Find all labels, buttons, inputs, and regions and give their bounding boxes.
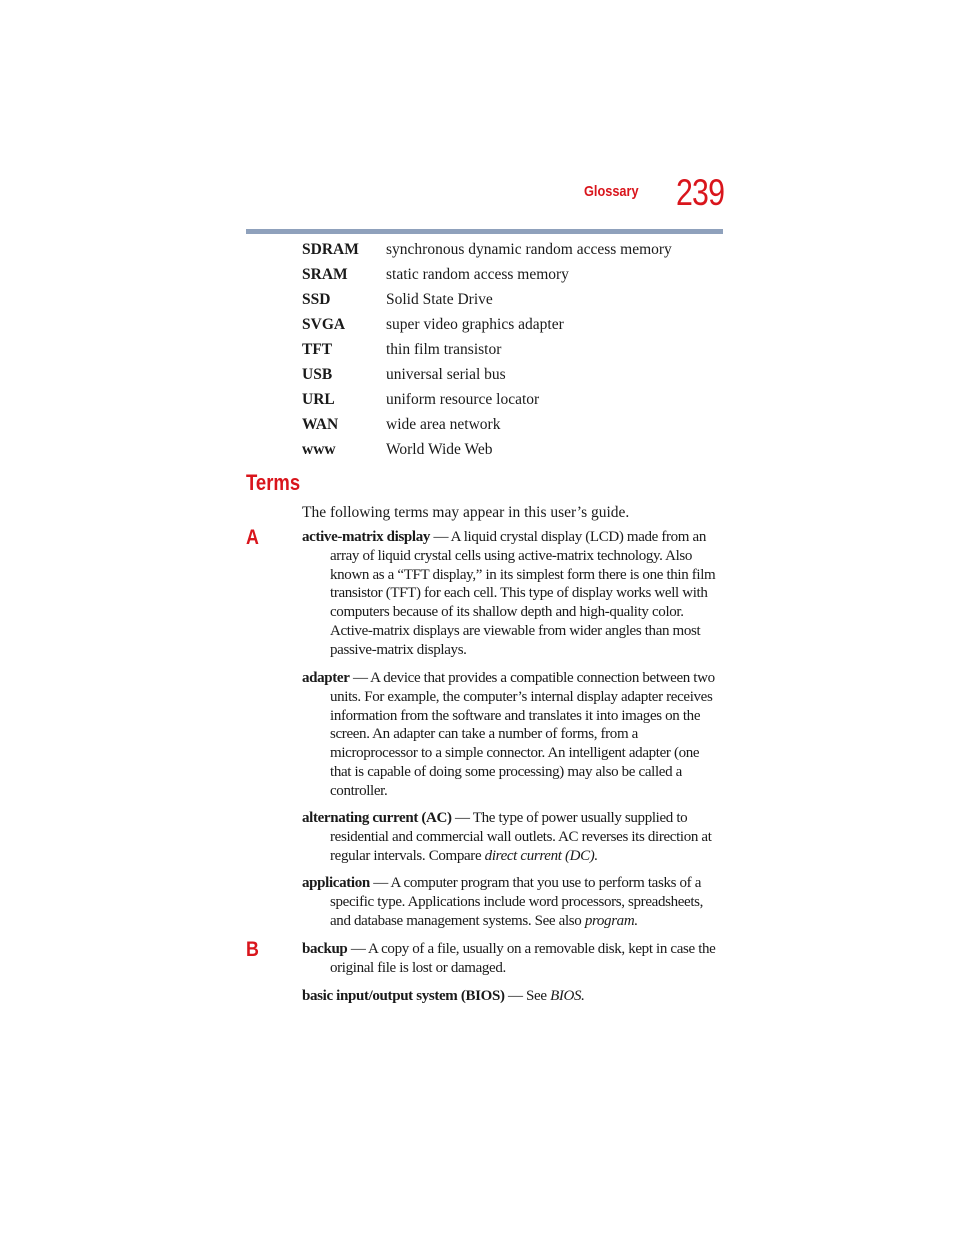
abbreviation-definition: super video graphics adapter xyxy=(386,316,564,333)
abbreviation-row xyxy=(302,365,672,390)
entry-text: passive-matrix displays. xyxy=(330,641,467,658)
entry-text: that is capable of doing some processing) may also be called a xyxy=(330,763,682,780)
entry-text: Active-matrix displays are viewable from wider angles than most xyxy=(330,622,701,639)
abbreviation-term: TFT xyxy=(302,341,333,358)
entry-term: application xyxy=(302,875,370,891)
abbreviation-term: SSD xyxy=(302,291,331,308)
abbreviation-definition: synchronous dynamic random access memory xyxy=(386,241,672,258)
abbreviation-definition: wide area network xyxy=(386,416,501,433)
entry-text: transistor (TFT) for each cell. This type of display works well with xyxy=(330,585,708,602)
entry-text: known as a “TFT display,” in its simplest form there is one thin film xyxy=(330,566,716,583)
abbreviation-definition: World Wide Web xyxy=(386,441,493,458)
abbreviation-row xyxy=(302,340,672,365)
abbreviation-list xyxy=(302,240,672,465)
entry-text: array of liquid crystal cells using active-matrix technology. Also xyxy=(330,547,693,564)
cross-reference: BIOS. xyxy=(550,988,585,1004)
glossary-entry-alternating-current xyxy=(302,809,732,865)
abbreviation-term: SVGA xyxy=(302,316,346,333)
abbreviation-row xyxy=(302,290,672,315)
glossary-entry-active-matrix-display xyxy=(302,528,732,660)
abbreviation-definition: uniform resource locator xyxy=(386,391,540,408)
abbreviation-row xyxy=(302,440,672,465)
abbreviation-row xyxy=(302,390,672,415)
entry-text: — See xyxy=(504,988,551,1004)
entry-text: — A liquid crystal display (LCD) made from an xyxy=(430,529,706,545)
cross-reference: direct current (DC). xyxy=(484,847,598,864)
abbreviation-definition: Solid State Drive xyxy=(386,291,493,308)
glossary-entry-adapter xyxy=(302,669,732,801)
glossary-entry-application xyxy=(302,874,732,930)
abbreviation-term: SDRAM xyxy=(302,241,359,258)
abbreviation-term: WAN xyxy=(302,416,339,433)
entry-text: original file is lost or damaged. xyxy=(330,959,506,976)
entry-text: — A copy of a file, usually on a removable disk, kept in case the xyxy=(347,941,716,957)
entry-text: units. For example, the computer’s internal display adapter receives xyxy=(330,688,713,705)
letter-b-marker: B xyxy=(246,938,259,961)
abbreviation-row xyxy=(302,240,672,265)
abbreviation-definition: universal serial bus xyxy=(386,366,506,383)
entry-term: adapter xyxy=(302,670,350,686)
entry-term: alternating current (AC) xyxy=(302,810,452,826)
entry-text: and database management systems. See also xyxy=(330,912,585,929)
entry-text: computers because of its shallow depth and high-quality color. xyxy=(330,604,684,621)
letter-a-marker: A xyxy=(246,526,259,549)
entry-text: specific type. Applications include word processors, spreadsheets, xyxy=(330,893,704,910)
entry-text: — A device that provides a compatible connection between two xyxy=(349,670,715,686)
entry-text: screen. An adapter can take a number of forms, from a xyxy=(330,726,638,743)
abbreviation-term: www xyxy=(302,441,336,458)
entry-text: regular intervals. Compare xyxy=(330,847,485,864)
running-header-section: Glossary xyxy=(584,183,639,200)
entry-text: controller. xyxy=(330,782,388,799)
abbreviation-term: SRAM xyxy=(302,266,348,283)
glossary-entry-backup xyxy=(302,940,732,978)
entry-term: backup xyxy=(302,941,348,957)
abbreviation-row xyxy=(302,265,672,290)
entry-term: active-matrix display xyxy=(302,529,431,545)
entry-term: basic input/output system (BIOS) xyxy=(302,988,505,1004)
abbreviation-definition: static random access memory xyxy=(386,266,569,283)
terms-intro: The following terms may appear in this user’s guide. xyxy=(302,504,630,521)
entry-text: — The type of power usually supplied to xyxy=(451,810,688,826)
abbreviation-definition: thin film transistor xyxy=(386,341,502,358)
cross-reference: program. xyxy=(584,912,638,929)
entry-text: microprocessor to a simple connector. An intelligent adapter (one xyxy=(330,745,700,762)
header-rule xyxy=(246,229,723,234)
terms-heading: Terms xyxy=(246,470,301,495)
abbreviation-term: USB xyxy=(302,366,333,383)
page-number: 239 xyxy=(676,172,725,213)
entry-text: information from the software and translates it into images on the xyxy=(330,707,701,724)
abbreviation-row xyxy=(302,315,672,340)
entry-text: — A computer program that you use to perform tasks of a xyxy=(369,875,702,891)
entry-text: residential and commercial wall outlets. AC reverses its direction at xyxy=(330,828,712,845)
abbreviation-term: URL xyxy=(302,391,335,408)
glossary-entry-bios xyxy=(302,987,732,1006)
abbreviation-row xyxy=(302,415,672,440)
